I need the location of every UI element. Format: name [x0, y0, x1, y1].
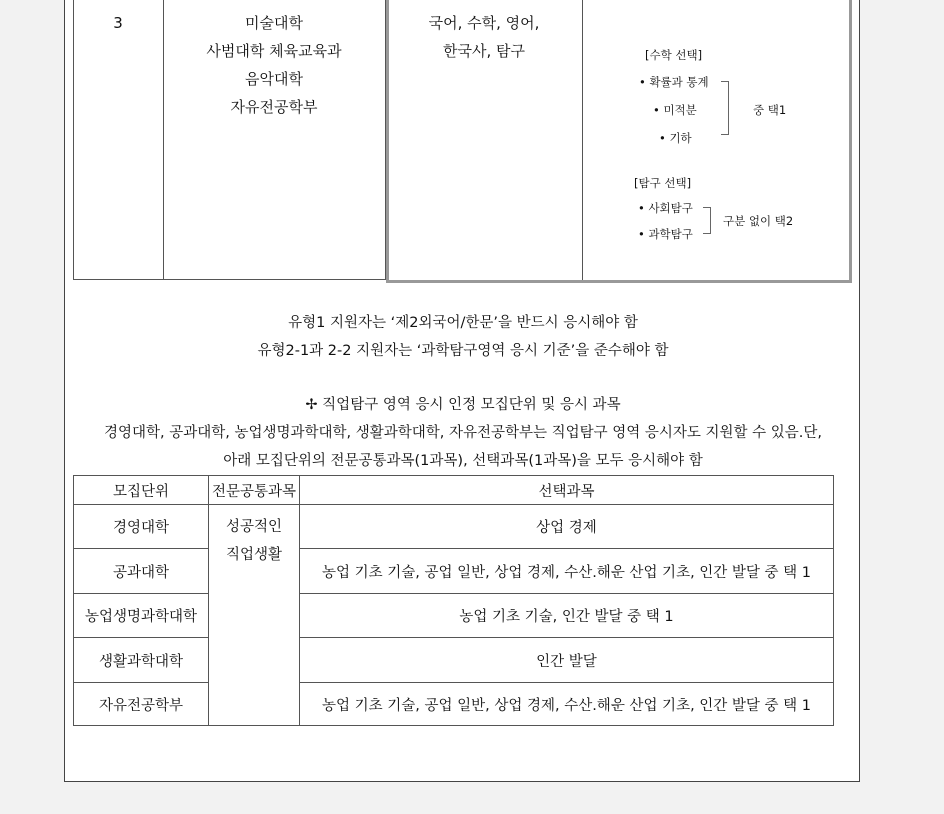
math-option: • 미적분 [653, 103, 697, 117]
vocational-heading: ✢ 직업탐구 영역 응시 인정 모집단위 및 응시 과목 [305, 397, 621, 413]
header-unit: 모집단위 [74, 476, 209, 505]
math-option: • 확률과 통계 [639, 75, 709, 89]
college-item: 미술대학 [245, 14, 303, 32]
note-line: 유형2-1과 2-2 지원자는 ‘과학탐구영역 응시 기준’을 준수해야 함 [257, 343, 669, 359]
inquiry-rule: 구분 없이 택2 [723, 214, 794, 228]
math-option: • 기하 [659, 131, 692, 145]
college-item: 음악대학 [245, 70, 303, 88]
elective-cell: 농업 기초 기술, 공업 일반, 상업 경제, 수산.해운 산업 기초, 인간 발달 중 택 1 [300, 683, 834, 726]
inquiry-option: • 사회탐구 [638, 201, 693, 215]
header-common: 전문공통과목 [209, 476, 300, 505]
elective-cell: 인간 발달 [300, 638, 834, 683]
college-list [163, 9, 385, 121]
subject-line: 국어, 수학, 영어, [428, 14, 540, 32]
document-page [64, 0, 860, 782]
table-row [74, 683, 834, 726]
vocational-description: 아래 모집단위의 전문공통과목(1과목), 선택과목(1과목)을 모두 응시해야 함 [223, 453, 703, 469]
vocational-description: 경영대학, 공과대학, 농업생명과학대학, 생활과학대학, 자유전공학부는 직업탐구 영역 응시자도 지원할 수 있음.단, [103, 425, 823, 441]
college-item: 자유전공학부 [230, 98, 318, 116]
required-subjects [386, 9, 582, 65]
table-row [74, 594, 834, 638]
table-row [74, 638, 834, 683]
elective-cell: 농업 기초 기술, 인간 발달 중 택 1 [300, 594, 834, 638]
math-rule: 중 택1 [753, 103, 787, 117]
unit-cell: 생활과학대학 [74, 638, 209, 683]
note-line: 유형1 지원자는 ‘제2외국어/한문’을 반드시 응시해야 함 [288, 315, 638, 331]
header-elective: 선택과목 [300, 476, 834, 505]
inquiry-option: • 과학탐구 [638, 227, 693, 241]
table-row [74, 505, 834, 549]
common-subject-cell [209, 505, 300, 726]
math-bracket [721, 81, 729, 135]
common-subject-line: 직업생활 [225, 547, 283, 563]
math-heading: [수학 선택] [645, 48, 703, 62]
inquiry-bracket [703, 207, 711, 234]
unit-cell: 공과대학 [74, 549, 209, 594]
elective-cell: 농업 기초 기술, 공업 일반, 상업 경제, 수산.해운 산업 기초, 인간 발달 중 택 1 [300, 549, 834, 594]
row-number: 3 [113, 14, 123, 32]
common-subject-line: 성공적인 [225, 519, 283, 535]
unit-cell: 경영대학 [74, 505, 209, 549]
vocational-subject-table [73, 475, 834, 726]
elective-cell: 상업 경제 [300, 505, 834, 549]
unit-cell: 농업생명과학대학 [74, 594, 209, 638]
unit-cell: 자유전공학부 [74, 683, 209, 726]
college-item: 사범대학 체육교육과 [206, 42, 342, 60]
table-header-row [74, 476, 834, 505]
inquiry-heading: [탐구 선택] [634, 176, 692, 190]
subject-line: 한국사, 탐구 [443, 42, 525, 60]
table-row [74, 549, 834, 594]
